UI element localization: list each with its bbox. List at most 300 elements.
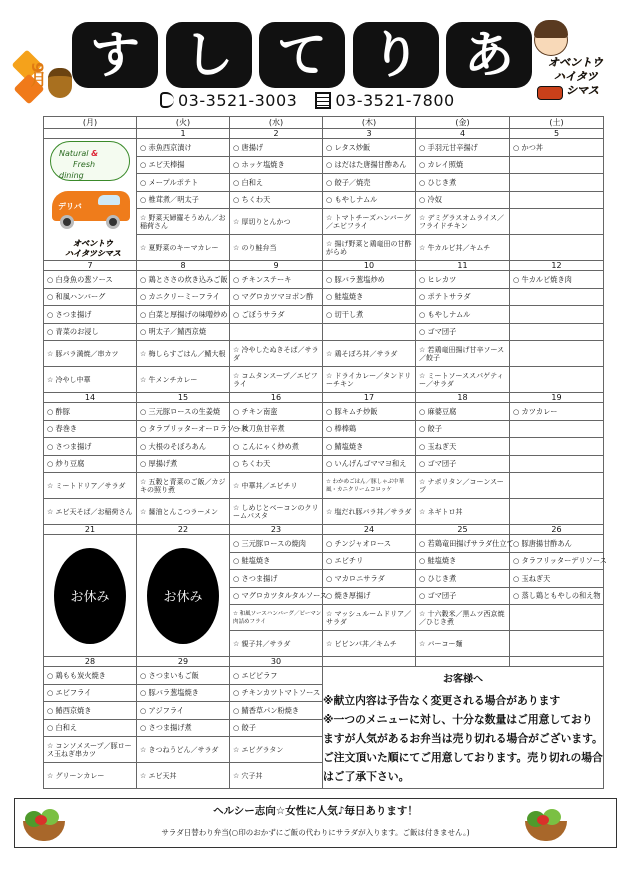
menu-item: ○ 蒸し鶏ともやしの和え物 bbox=[513, 591, 601, 601]
menu-item: ○ こんにゃく炒め煮 bbox=[233, 441, 299, 451]
menu-cell bbox=[416, 420, 510, 438]
customer-notice bbox=[323, 667, 604, 789]
holiday-cell bbox=[137, 535, 230, 657]
day-number: 24 bbox=[323, 525, 416, 535]
day-number bbox=[323, 657, 416, 667]
day-number: 30 bbox=[230, 657, 323, 667]
menu-item: ○ 春巻き bbox=[47, 424, 78, 434]
menu-cell bbox=[510, 587, 604, 605]
menu-item: ○ 椎茸煮／明太子 bbox=[140, 195, 199, 205]
menu-cell bbox=[230, 191, 323, 209]
menu-cell bbox=[510, 552, 607, 570]
day-number: 8 bbox=[137, 261, 230, 271]
menu-cell bbox=[44, 438, 137, 456]
menu-item: ○ 鯖香草パン粉焼き bbox=[233, 705, 300, 715]
banner-headline: ヘルシー志向☆女性に人気♪毎日あります！ bbox=[213, 805, 418, 817]
menu-cell bbox=[323, 438, 416, 456]
menu-cell bbox=[230, 763, 323, 789]
menu-cell bbox=[137, 403, 230, 421]
menu-cell bbox=[137, 737, 230, 763]
menu-cell bbox=[137, 235, 230, 261]
notice-line: ※一つのメニューに対し、十分な数量はご用意しておりますが人気があるお弁当は売り切れる場合がございます。ご注文頂いた順にてご用意しております。売り切れの場合はご了承下さい。 bbox=[323, 712, 603, 783]
menu-cell bbox=[323, 306, 416, 324]
menu-cell bbox=[230, 605, 323, 631]
menu-cell bbox=[230, 499, 323, 525]
menu-cell bbox=[137, 191, 230, 209]
special-menu-item: ☆ ビビンバ丼／キムチ bbox=[326, 639, 397, 648]
day-number: 23 bbox=[230, 525, 323, 535]
menu-cell bbox=[137, 719, 230, 737]
day-number: 22 bbox=[137, 525, 230, 535]
fax-icon bbox=[315, 92, 331, 109]
menu-cell bbox=[510, 605, 604, 631]
delivery-boy-icon bbox=[534, 16, 570, 56]
weekday-label: (月) bbox=[44, 117, 137, 129]
phone-number[interactable]: 03-3521-3003 bbox=[178, 90, 298, 110]
menu-row bbox=[44, 667, 604, 685]
menu-row bbox=[44, 367, 604, 393]
menu-cell bbox=[44, 420, 137, 438]
day-number-row bbox=[44, 261, 604, 271]
day-number: 1 bbox=[137, 129, 230, 139]
menu-cell bbox=[416, 209, 510, 235]
menu-cell bbox=[323, 235, 416, 261]
menu-row bbox=[44, 438, 604, 456]
special-menu-item: ☆ 醤油とんこつラーメン bbox=[140, 507, 219, 516]
menu-item: ○ 三元豚ロースの焼肉 bbox=[233, 538, 306, 548]
menu-cell bbox=[416, 174, 510, 192]
bento-box-icon bbox=[537, 86, 563, 100]
menu-item: ○ さつま揚げ bbox=[47, 309, 92, 319]
menu-item: ○ 豚バラ葱塩炒め bbox=[326, 274, 385, 284]
menu-cell bbox=[44, 667, 137, 685]
menu-cell bbox=[137, 306, 230, 324]
natural-fresh-logo: Natural & Fresh dining bbox=[50, 141, 130, 181]
menu-cell bbox=[510, 323, 604, 341]
day-number: 11 bbox=[416, 261, 510, 271]
menu-cell bbox=[44, 719, 137, 737]
menu-cell bbox=[137, 499, 230, 525]
special-menu-item: ☆ 厚切りとんかつ bbox=[233, 217, 291, 226]
menu-cell bbox=[44, 702, 137, 720]
day-number-row bbox=[44, 525, 604, 535]
menu-cell bbox=[44, 684, 137, 702]
month-label: 9月 bbox=[28, 62, 47, 86]
day-number: 17 bbox=[323, 393, 416, 403]
banner-description: サラダ日替わり弁当(○印のおかずにご飯の代わりにサラダが入ります。ご飯は付きません。) bbox=[161, 828, 470, 837]
day-number: 4 bbox=[416, 129, 510, 139]
menu-cell bbox=[416, 605, 510, 631]
menu-cell bbox=[323, 587, 416, 605]
menu-item: ○ タラプリッターオーロラソース bbox=[140, 424, 249, 434]
menu-cell bbox=[323, 323, 416, 341]
menu-item: ○ 餃子 bbox=[419, 424, 442, 434]
menu-cell bbox=[137, 455, 230, 473]
menu-cell bbox=[44, 271, 137, 289]
menu-cell bbox=[137, 174, 230, 192]
menu-cell bbox=[510, 139, 604, 157]
special-menu-item: ☆ 和風ソースハンバーグ／ピーマン肉詰めフライ bbox=[233, 610, 322, 625]
special-menu-item: ☆ エビグラタン bbox=[233, 745, 284, 754]
menu-cell bbox=[137, 139, 230, 157]
menu-cell bbox=[510, 191, 604, 209]
menu-cell bbox=[230, 341, 323, 367]
menu-cell bbox=[416, 552, 510, 570]
title-char: あ bbox=[446, 22, 532, 88]
menu-item: ○ 白和え bbox=[233, 177, 264, 187]
menu-cell bbox=[510, 288, 604, 306]
menu-item: ○ 大根のそぼろあん bbox=[140, 441, 207, 451]
menu-item: ○ 豚キムチ炒飯 bbox=[326, 406, 378, 416]
menu-item: ○ 鶏とささの炊き込みご飯 bbox=[140, 274, 228, 284]
menu-cell bbox=[416, 403, 510, 421]
weekday-header-row bbox=[44, 117, 604, 129]
special-menu-item: ☆ マッシュルームドリア／サラダ bbox=[326, 609, 412, 626]
fax-number: 03-3521-7800 bbox=[335, 90, 455, 110]
day-number: 21 bbox=[44, 525, 137, 535]
menu-item: ○ ゴマ団子 bbox=[419, 591, 457, 601]
special-menu-item: ☆ ミートドリア／サラダ bbox=[47, 481, 126, 490]
special-menu-item: ☆ 揚げ野菜と鶏竜田の甘酢がらめ bbox=[326, 239, 412, 256]
menu-item: ○ 白菜と厚揚げの味噌炒め bbox=[140, 309, 228, 319]
menu-cell bbox=[416, 570, 510, 588]
menu-item: ○ いんげんゴママヨ和え bbox=[326, 459, 407, 469]
menu-item: ○ 若鶏竜田揚げサラダ仕立て bbox=[419, 538, 514, 548]
special-menu-item: ☆ 豚バラ満焼／串カツ bbox=[47, 349, 119, 358]
menu-cell bbox=[416, 191, 510, 209]
day-number: 25 bbox=[416, 525, 510, 535]
menu-cell bbox=[230, 570, 323, 588]
menu-cell bbox=[137, 473, 230, 499]
menu-cell bbox=[137, 156, 230, 174]
menu-cell bbox=[510, 455, 604, 473]
menu-item: ○ さつまいもご飯 bbox=[140, 670, 199, 680]
menu-row bbox=[44, 455, 604, 473]
menu-cell bbox=[137, 420, 249, 438]
menu-cell bbox=[416, 139, 510, 157]
page-title bbox=[72, 22, 532, 88]
menu-item: ○ 三元豚ロースの生姜焼 bbox=[140, 406, 221, 416]
menu-item: ○ かつ丼 bbox=[513, 142, 544, 152]
van-brand-label: オベントウ ハイタツシマス bbox=[65, 239, 121, 258]
menu-cell bbox=[323, 209, 416, 235]
menu-cell bbox=[416, 156, 510, 174]
menu-item: ○ マグロカツマヨポン酢 bbox=[233, 292, 314, 302]
special-menu-item: ☆ コンソメスープ／豚ロース玉ねぎ串カツ bbox=[47, 741, 132, 758]
menu-item: ○ もやしナムル bbox=[326, 195, 378, 205]
menu-item: ○ エビピラフ bbox=[233, 670, 278, 680]
day-number-row bbox=[44, 393, 604, 403]
menu-cell bbox=[230, 209, 323, 235]
weekday-label: (金) bbox=[416, 117, 510, 129]
menu-item: ○ 切干し煮 bbox=[326, 309, 364, 319]
special-menu-item: ☆ エビ天そば／お稲荷さん bbox=[47, 507, 133, 516]
menu-cell bbox=[323, 570, 416, 588]
menu-item: ○ 明太子／鯖西京焼 bbox=[140, 327, 207, 337]
title-char: り bbox=[353, 22, 439, 88]
menu-item: ○ ゴマ団子 bbox=[419, 327, 457, 337]
menu-item: ○ チンジャオロース bbox=[326, 538, 392, 548]
menu-item: ○ 鶏もも炭火焼き bbox=[47, 670, 106, 680]
menu-cell bbox=[323, 420, 416, 438]
menu-cell bbox=[510, 341, 604, 367]
salad-bento-banner bbox=[14, 798, 617, 848]
menu-item: ○ カニクリーミーフライ bbox=[140, 292, 220, 302]
menu-cell bbox=[416, 473, 510, 499]
menu-item: ○ 豚唐揚甘酢あん bbox=[513, 538, 572, 548]
day-number bbox=[416, 657, 510, 667]
menu-cell bbox=[230, 535, 323, 553]
menu-cell bbox=[137, 288, 230, 306]
day-number: 18 bbox=[416, 393, 510, 403]
menu-item: ○ メープルポテト bbox=[140, 177, 199, 187]
menu-item: ○ ちくわ天 bbox=[233, 195, 271, 205]
menu-row bbox=[44, 341, 604, 367]
menu-cell bbox=[323, 288, 416, 306]
day-number: 9 bbox=[230, 261, 323, 271]
menu-cell bbox=[230, 473, 323, 499]
menu-cell bbox=[416, 499, 510, 525]
menu-item: ○ ちくわ天 bbox=[233, 459, 271, 469]
menu-item: ○ ごぼうサラダ bbox=[233, 309, 285, 319]
menu-row bbox=[44, 420, 604, 438]
closed-badge: お休み bbox=[54, 548, 126, 644]
menu-cell bbox=[416, 306, 510, 324]
menu-item: ○ はだはた唐揚甘酢あん bbox=[326, 160, 407, 170]
menu-item: ○ 白身魚の葱ソース bbox=[47, 274, 113, 284]
menu-cell bbox=[323, 139, 416, 157]
menu-item: ○ 和風ハンバーグ bbox=[47, 292, 106, 302]
day-number: 3 bbox=[323, 129, 416, 139]
day-number: 19 bbox=[510, 393, 604, 403]
special-menu-item: ☆ 親子丼／サラダ bbox=[233, 639, 291, 648]
menu-item: ○ カツカレー bbox=[513, 406, 558, 416]
menu-cell bbox=[510, 570, 604, 588]
menu-item: ○ 炒り豆腐 bbox=[47, 459, 85, 469]
menu-item: ○ ゴマ団子 bbox=[419, 459, 457, 469]
menu-cell bbox=[230, 323, 323, 341]
menu-cell bbox=[137, 763, 230, 789]
menu-item: ○ チキンステーキ bbox=[233, 274, 292, 284]
menu-cell bbox=[510, 156, 604, 174]
menu-cell bbox=[323, 535, 416, 553]
special-menu-item: ☆ 梅しらすごはん／鯖大根 bbox=[140, 349, 226, 358]
menu-cell bbox=[323, 367, 416, 393]
day-number: 28 bbox=[44, 657, 137, 667]
day-number: 26 bbox=[510, 525, 604, 535]
menu-cell bbox=[230, 139, 323, 157]
menu-item: ○ 鮭塩焼き bbox=[233, 556, 271, 566]
menu-row bbox=[44, 403, 604, 421]
menu-item: ○ エビ天棒揚 bbox=[140, 160, 185, 170]
menu-cell bbox=[323, 403, 416, 421]
menu-item: ○ 青菜のお浸し bbox=[47, 327, 99, 337]
menu-cell bbox=[44, 763, 137, 789]
menu-cell bbox=[230, 684, 323, 702]
september-badge bbox=[14, 48, 74, 106]
title-char: し bbox=[166, 22, 252, 88]
menu-cell bbox=[323, 552, 416, 570]
menu-item: ○ カレイ照焼 bbox=[419, 160, 464, 170]
menu-cell bbox=[510, 403, 604, 421]
menu-cell bbox=[510, 306, 604, 324]
menu-item: ○ ひじき煮 bbox=[419, 177, 457, 187]
menu-cell bbox=[230, 552, 323, 570]
menu-row bbox=[44, 288, 604, 306]
weekday-label: (土) bbox=[510, 117, 604, 129]
menu-cell bbox=[230, 420, 323, 438]
menu-cell bbox=[323, 631, 416, 657]
menu-item: ○ 酢豚 bbox=[47, 406, 70, 416]
special-menu-item: ☆ 夏野菜のキーマカレー bbox=[140, 243, 219, 252]
holiday-cell bbox=[44, 535, 137, 657]
menu-cell bbox=[44, 499, 137, 525]
title-char: て bbox=[259, 22, 345, 88]
menu-cell bbox=[510, 473, 604, 499]
special-menu-item: ☆ しめじとベーコンのクリームパスタ bbox=[233, 503, 319, 520]
menu-cell bbox=[323, 605, 416, 631]
menu-cell bbox=[416, 288, 510, 306]
menu-cell bbox=[510, 209, 604, 235]
menu-item: ○ もやしナムル bbox=[419, 309, 471, 319]
special-menu-item: ☆ バーコー麺 bbox=[419, 639, 463, 648]
special-menu-item: ☆ わかめごはん／豚しゃぶ中華風・カニクリームコロッケ bbox=[326, 478, 405, 493]
menu-cell bbox=[230, 719, 323, 737]
menu-item: ○ 牛カルビ焼き肉 bbox=[513, 274, 572, 284]
menu-cell bbox=[416, 367, 510, 393]
menu-cell bbox=[230, 667, 323, 685]
menu-cell bbox=[323, 473, 416, 499]
menu-cell bbox=[44, 737, 137, 763]
closed-badge: お休み bbox=[147, 548, 219, 644]
menu-cell bbox=[137, 341, 230, 367]
restaurant-logo-cell bbox=[44, 139, 137, 261]
title-char: す bbox=[72, 22, 158, 88]
menu-cell bbox=[44, 341, 137, 367]
menu-item: ○ チキンカツトマトソース bbox=[233, 688, 321, 698]
menu-cell bbox=[416, 587, 510, 605]
special-menu-item: ☆ 鶏そぼろ丼／サラダ bbox=[326, 349, 398, 358]
menu-item: ○ 棒棒鶏 bbox=[326, 424, 357, 434]
special-menu-item: ☆ ナポリタン／コーンスープ bbox=[419, 477, 504, 494]
menu-cell bbox=[44, 473, 137, 499]
menu-cell bbox=[44, 288, 137, 306]
day-number-row bbox=[44, 129, 604, 139]
menu-row bbox=[44, 271, 604, 289]
special-menu-item: ☆ 十六穀米／黒ムツ西京焼／ひじき煮 bbox=[419, 609, 505, 626]
special-menu-item: ☆ 五穀と青菜のご飯／カジキの照り煮 bbox=[140, 477, 226, 494]
menu-calendar bbox=[43, 116, 607, 789]
menu-item: ○ 玉ねぎ天 bbox=[419, 441, 457, 451]
menu-cell bbox=[230, 455, 323, 473]
menu-item: ○ さつま揚げ bbox=[233, 573, 278, 583]
day-number: 14 bbox=[44, 393, 137, 403]
menu-row bbox=[44, 473, 604, 499]
special-menu-item: ☆ トマトチーズハンバーグ／エビフライ bbox=[326, 213, 411, 230]
menu-cell bbox=[137, 367, 230, 393]
special-menu-item: ☆ コムタンスープ／エビフライ bbox=[233, 371, 318, 388]
menu-item: ○ マグロカツタルタルソース bbox=[233, 591, 328, 601]
salad-icon bbox=[523, 807, 569, 841]
menu-cell bbox=[44, 403, 137, 421]
menu-cell bbox=[323, 455, 416, 473]
menu-cell bbox=[230, 737, 323, 763]
special-menu-item: ☆ のり鮭弁当 bbox=[233, 243, 277, 252]
special-menu-item: ☆ グリーンカレー bbox=[47, 771, 105, 780]
menu-cell bbox=[323, 271, 416, 289]
menu-cell bbox=[44, 455, 137, 473]
day-number: 15 bbox=[137, 393, 230, 403]
special-menu-item: ☆ ミートソーススパゲティー／サラダ bbox=[419, 371, 504, 388]
menu-item: ○ 秋刀魚甘辛煮 bbox=[233, 424, 285, 434]
menu-cell bbox=[137, 684, 230, 702]
day-number: 12 bbox=[510, 261, 604, 271]
special-menu-item: ☆ ドライカレー／タンドリーチキン bbox=[326, 371, 412, 388]
day-number: 16 bbox=[230, 393, 323, 403]
special-menu-item: ☆ 牛カルビ丼／キムチ bbox=[419, 243, 491, 252]
menu-cell bbox=[137, 438, 230, 456]
menu-item: ○ 手羽元甘辛揚げ bbox=[419, 142, 478, 152]
menu-item: ○ さつま揚げ煮 bbox=[140, 723, 192, 733]
special-menu-item: ☆ 野菜天婦羅そうめん／お稲荷さん bbox=[140, 213, 226, 230]
day-number: 5 bbox=[510, 129, 604, 139]
menu-item: ○ 玉ねぎ天 bbox=[513, 573, 551, 583]
special-menu-item: ☆ 冷やしたぬきそば／サラダ bbox=[233, 345, 319, 362]
delivery-brand: オベントウ ハイタツ シマス bbox=[548, 56, 603, 97]
menu-item: ○ エビチリ bbox=[326, 556, 364, 566]
menu-item: ○ 唐揚げ bbox=[233, 142, 264, 152]
menu-cell bbox=[230, 174, 323, 192]
special-menu-item: ☆ きつねうどん／サラダ bbox=[140, 745, 219, 754]
menu-row bbox=[44, 306, 604, 324]
menu-cell bbox=[510, 499, 604, 525]
menu-cell bbox=[416, 323, 510, 341]
special-menu-item: ☆ 牛メンチカレー bbox=[140, 375, 198, 384]
menu-cell bbox=[230, 702, 323, 720]
menu-cell bbox=[230, 403, 323, 421]
day-number bbox=[510, 657, 604, 667]
menu-row bbox=[44, 139, 604, 157]
menu-item: ○ エビフライ bbox=[47, 688, 92, 698]
menu-cell bbox=[230, 367, 323, 393]
menu-item: ○ ポテトサラダ bbox=[419, 292, 471, 302]
menu-cell bbox=[510, 438, 604, 456]
menu-cell bbox=[323, 341, 416, 367]
menu-cell bbox=[44, 367, 137, 393]
day-number: 29 bbox=[137, 657, 230, 667]
day-number: 2 bbox=[230, 129, 323, 139]
menu-cell bbox=[230, 587, 328, 605]
menu-item: ○ 冷奴 bbox=[419, 195, 442, 205]
menu-cell bbox=[230, 438, 323, 456]
menu-cell bbox=[230, 288, 323, 306]
menu-cell bbox=[416, 235, 510, 261]
menu-cell bbox=[416, 455, 510, 473]
menu-cell bbox=[416, 631, 510, 657]
menu-cell bbox=[510, 535, 604, 553]
menu-cell bbox=[416, 341, 510, 367]
special-menu-item: ☆ ネギトロ丼 bbox=[419, 507, 463, 516]
menu-cell bbox=[44, 306, 137, 324]
menu-cell bbox=[323, 499, 416, 525]
menu-cell bbox=[416, 535, 514, 553]
menu-item: ○ ホッケ塩焼き bbox=[233, 160, 285, 170]
menu-item: ○ さつま揚げ bbox=[47, 441, 92, 451]
special-menu-item: ☆ 若鶏竜田揚げ甘辛ソース／餃子 bbox=[419, 345, 505, 362]
menu-item: ○ 餃子／焼売 bbox=[326, 177, 371, 187]
menu-cell bbox=[510, 174, 604, 192]
menu-item: ○ ひじき煮 bbox=[419, 573, 457, 583]
